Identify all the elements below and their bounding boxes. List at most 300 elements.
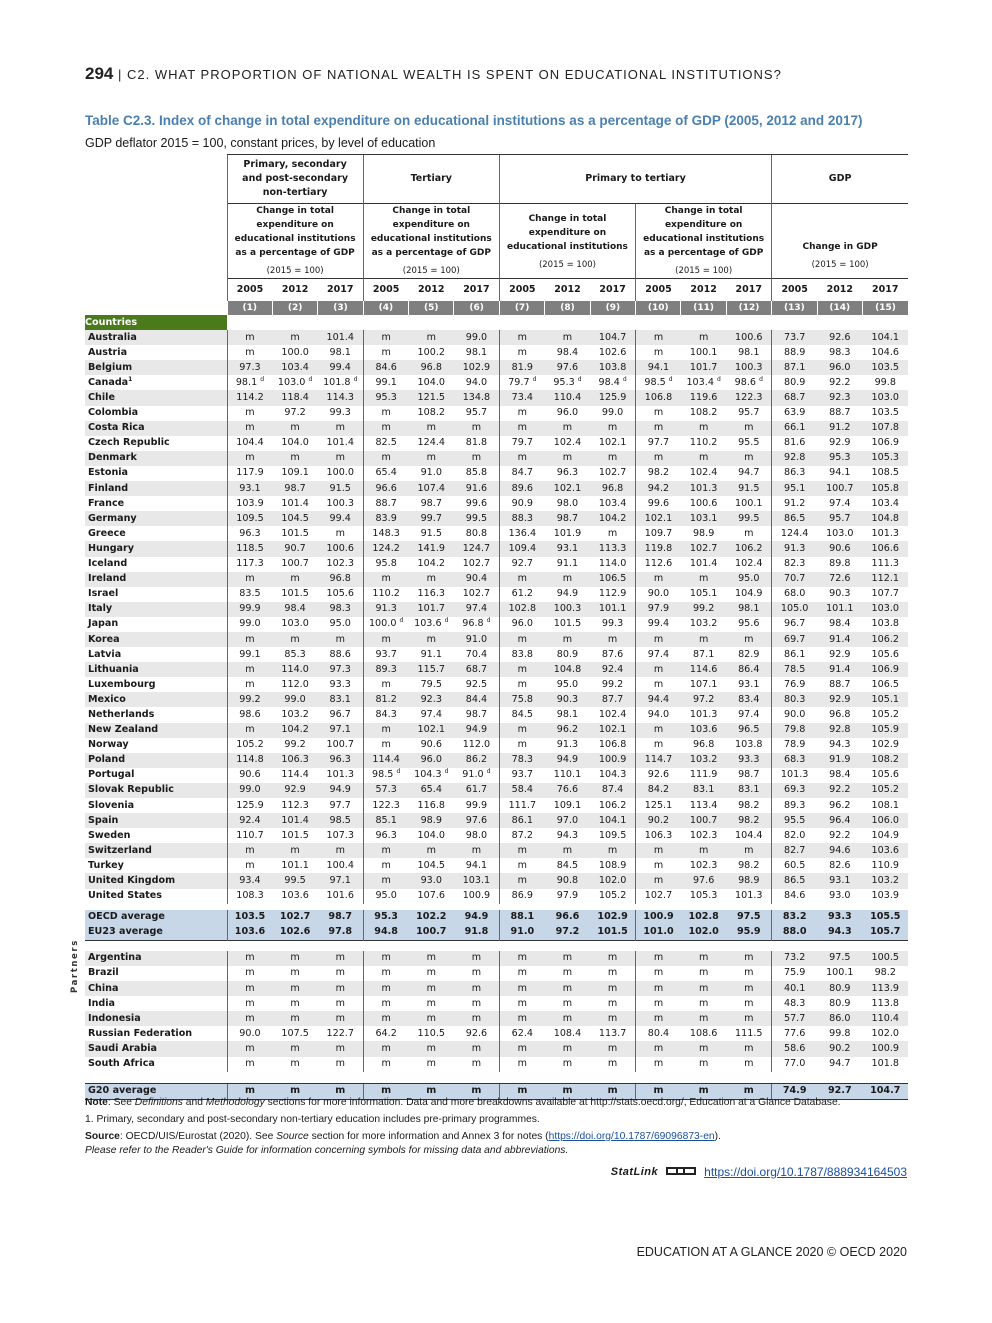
source-link[interactable]: https://doi.org/10.1787/69096873-en — [548, 1131, 715, 1142]
table-cell: 97.9 — [636, 602, 681, 617]
table-cell: 62.4 — [499, 1026, 544, 1041]
table-cell: 102.7 — [462, 558, 491, 570]
table-cell: 99.4 — [636, 617, 681, 632]
table-cell: 104.0 — [417, 376, 445, 388]
table-cell: 106.3 — [272, 753, 317, 768]
table-cell: 57.3 — [363, 783, 408, 798]
table-cell: 96.2 — [545, 723, 590, 738]
table-cell: m — [698, 967, 709, 979]
row-label: Italy — [85, 602, 227, 617]
table-cell: 87.1 — [692, 648, 715, 660]
table-cell: 91.0 — [420, 467, 442, 479]
table-cell: 91.0 $^d$ — [462, 768, 491, 781]
column-index-3: (3) — [318, 301, 363, 315]
table-cell: 100.9 — [863, 1041, 909, 1056]
table-cell: 96.3 — [363, 828, 408, 843]
table-cell: 87.2 — [499, 828, 544, 843]
page-header — [85, 64, 782, 84]
table-cell: 99.0 — [227, 617, 272, 632]
flag-d: d — [308, 375, 313, 383]
table-cell: 102.0 — [590, 873, 635, 888]
table-cell: m — [363, 966, 408, 981]
row-label: Denmark — [85, 451, 227, 466]
table-cell: 80.9 — [817, 981, 862, 996]
table-cell: 95.0 — [363, 889, 408, 904]
table-cell: 102.9 — [590, 910, 635, 925]
table-cell: 97.7 — [636, 436, 681, 451]
row-label: United Kingdom — [85, 873, 227, 888]
table-cell: m — [363, 677, 408, 692]
table-cell: 93.1 — [817, 873, 862, 888]
table-cell: 105.8 — [863, 481, 909, 496]
table-row — [85, 511, 908, 526]
table-cell: m — [636, 858, 681, 873]
table-cell: 102.6 — [598, 346, 627, 358]
table-cell: 104.7 — [590, 330, 635, 345]
table-cell: 105.2 — [227, 738, 272, 753]
table-cell: 122.7 — [326, 1027, 354, 1039]
table-cell: 115.7 — [409, 662, 454, 677]
table-cell: m — [409, 421, 454, 436]
table-cell: 73.4 — [499, 390, 544, 405]
table-cell: 110.5 — [417, 1027, 445, 1039]
table-cell: 80.3 — [772, 692, 817, 707]
table-cell: 93.0 — [409, 873, 454, 888]
table-cell: m — [681, 572, 726, 587]
table-cell: 100.3 — [726, 360, 771, 375]
table-cell: 101.4 — [281, 497, 309, 509]
table-cell: m — [607, 527, 618, 539]
table-cell: 104.1 — [863, 330, 909, 345]
year-header-1: 2005 — [227, 279, 272, 302]
table-cell: 112.6 — [636, 557, 681, 572]
table-cell: 86.1 — [772, 647, 817, 662]
table-cell: 92.6 — [817, 330, 862, 345]
column-index-11: (11) — [681, 301, 726, 315]
table-cell: 98.4 — [829, 618, 851, 630]
table-cell: 125.9 — [590, 390, 635, 405]
table-cell: 102.1 — [545, 481, 590, 496]
table-cell: 90.7 — [272, 541, 317, 556]
table-row — [85, 753, 908, 768]
table-cell: m — [681, 632, 726, 647]
table-cell: 96.8 — [318, 572, 363, 587]
table-cell: 99.7 — [409, 511, 454, 526]
table-cell: m — [363, 632, 408, 647]
table-cell: 101.3 — [689, 708, 718, 720]
table-cell: 95.3 — [363, 910, 408, 925]
table-cell: 104.7 — [863, 1083, 909, 1099]
table-cell: 97.0 — [545, 813, 590, 828]
table-cell: 94.7 — [738, 467, 760, 479]
row-label: G20 average — [85, 1083, 227, 1099]
table-cell: 94.8 — [363, 925, 408, 941]
table-cell: 105.3 — [689, 890, 718, 902]
table-row — [85, 1041, 908, 1056]
row-label: Saudi Arabia — [85, 1041, 227, 1056]
table-cell: 103.1 — [681, 511, 726, 526]
column-index-10: (10) — [636, 301, 681, 315]
group-header-primary-to-tertiary: Primary to tertiary — [499, 155, 771, 204]
table-cell: m — [545, 1083, 590, 1099]
table-cell: m — [363, 873, 408, 888]
table-cell: 110.1 — [553, 769, 582, 781]
table-cell: 88.3 — [499, 511, 544, 526]
table-cell: 95.3 — [817, 451, 862, 466]
table-cell: 85.3 — [284, 648, 306, 660]
table-cell: m — [636, 330, 681, 345]
table-cell: m — [363, 843, 408, 858]
table-cell: 96.3 — [556, 467, 579, 479]
table-cell: 107.8 — [863, 421, 909, 436]
table-cell: 79.8 — [772, 723, 817, 738]
table-cell: 91.3 — [772, 541, 817, 556]
table-cell: 86.0 — [817, 1011, 862, 1026]
table-cell: 79.7 — [499, 436, 544, 451]
table-cell: 93.7 — [499, 768, 544, 783]
table-cell: 94.2 — [636, 481, 681, 496]
table-cell: 87.4 — [590, 783, 635, 798]
row-label: Ireland — [85, 572, 227, 587]
table-cell: 94.1 — [636, 360, 681, 375]
row-label: Russian Federation — [88, 1027, 193, 1039]
table-cell: 107.4 — [409, 481, 454, 496]
table-cell: 101.8 $^d$ — [323, 375, 358, 388]
table-cell: 105.2 — [863, 783, 909, 798]
table-cell: 112.3 — [281, 799, 309, 811]
table-cell: 98.1 — [465, 346, 488, 358]
table-cell: m — [590, 421, 635, 436]
table-cell: 118.4 — [272, 390, 317, 405]
table-cell: 90.0 — [227, 1026, 272, 1041]
table-cell: m — [335, 527, 345, 539]
table-cell: 91.3 — [556, 739, 579, 751]
column-index-13: (13) — [772, 301, 817, 315]
table-cell: 92.9 — [817, 692, 862, 707]
table-cell: 104.2 — [417, 558, 445, 570]
table-cell: 103.9 — [871, 890, 899, 902]
table-cell: 98.6 $^d$ — [734, 375, 763, 388]
table-cell: 93.3 — [329, 678, 351, 690]
table-cell: 107.6 — [417, 890, 445, 902]
table-cell: 104.0 — [417, 829, 445, 841]
table-cell: 91.6 — [454, 481, 499, 496]
table-cell: 103.4 — [272, 360, 317, 375]
row-label: China — [85, 981, 227, 996]
table-cell: 101.3 — [735, 890, 763, 902]
table-cell: m — [636, 738, 681, 753]
table-cell: 101.5 — [281, 527, 309, 539]
table-cell: 102.3 — [689, 859, 718, 871]
table-cell: 92.7 — [499, 557, 544, 572]
table-cell: m — [227, 677, 272, 692]
table-cell: m — [426, 997, 436, 1009]
table-cell: 99.3 — [329, 407, 351, 419]
table-cell: 124.7 — [454, 541, 499, 556]
table-cell: 102.7 — [272, 910, 317, 925]
flag-d: d — [353, 375, 358, 383]
table-cell: 99.8 — [829, 1027, 851, 1039]
table-cell: 96.8 — [829, 708, 851, 720]
table-cell: 94.3 — [556, 829, 579, 841]
table-cell: 92.6 — [636, 768, 681, 783]
table-cell: 79.7 $^d$ — [499, 375, 544, 390]
table-cell: m — [363, 1057, 408, 1072]
table-cell: m — [227, 1011, 272, 1026]
table-cell: 91.2 — [817, 421, 862, 436]
year-header-14: 2012 — [817, 279, 862, 302]
table-cell: 98.2 — [738, 859, 760, 871]
table-cell: m — [636, 345, 681, 360]
table-cell: 82.6 — [829, 859, 851, 871]
table-cell: 98.4 $^d$ — [598, 375, 627, 388]
table-row — [85, 843, 908, 858]
table-cell: m — [726, 451, 771, 466]
statlink-url[interactable]: https://doi.org/10.1787/888934164503 — [704, 1165, 907, 1179]
row-label: Israel — [88, 588, 119, 600]
table-cell: 80.9 — [829, 997, 851, 1009]
table-cell: 103.0 — [863, 602, 909, 617]
group-header-tertiary: Tertiary — [363, 155, 499, 204]
table-cell: m — [636, 996, 681, 1011]
table-cell: 87.7 — [590, 692, 635, 707]
table-cell: 57.7 — [772, 1011, 817, 1026]
year-header-row — [85, 279, 908, 302]
table-cell: 84.7 — [499, 466, 544, 481]
table-cell: 114.0 — [272, 662, 317, 677]
table-cell: 105.0 — [772, 602, 817, 617]
table-cell: 103.4 — [871, 497, 899, 509]
table-cell: m — [499, 723, 544, 738]
table-row — [85, 617, 908, 632]
table-cell: 81.9 — [499, 360, 544, 375]
table-cell: m — [681, 1041, 726, 1056]
table-cell: 98.0 — [465, 829, 488, 841]
table-cell: 97.5 — [817, 951, 862, 966]
table-cell: 112.0 — [281, 678, 309, 690]
table-cell: m — [545, 421, 590, 436]
table-cell: 82.3 — [772, 557, 817, 572]
table-cell: m — [636, 1041, 681, 1056]
table-cell: 99.5 — [272, 873, 317, 888]
table-cell: m — [227, 406, 272, 421]
table-cell: 117.9 — [227, 466, 272, 481]
table-cell: 81.6 — [772, 436, 817, 451]
table-cell: 102.8 — [681, 910, 726, 925]
table-cell: m — [272, 330, 317, 345]
row-label: Turkey — [88, 859, 124, 871]
table-cell: m — [318, 843, 363, 858]
table-cell: 100.7 — [681, 813, 726, 828]
table-row — [85, 677, 908, 692]
row-label: Slovenia — [88, 799, 135, 811]
table-cell: m — [272, 1011, 317, 1026]
table-cell: 103.2 — [681, 753, 726, 768]
table-cell: 94.0 — [465, 376, 488, 388]
table-cell: 94.9 — [454, 723, 499, 738]
table-cell: 105.7 — [863, 925, 909, 941]
table-cell: 107.1 — [689, 678, 718, 690]
table-cell: 98.6 — [227, 707, 272, 722]
table-cell: m — [726, 981, 771, 996]
table-cell: 105.6 — [871, 648, 899, 660]
table-cell: 100.4 — [326, 859, 354, 871]
table-cell: 102.8 — [499, 602, 544, 617]
table-row — [85, 436, 908, 451]
table-cell: 94.9 — [545, 753, 590, 768]
flag-d: d — [577, 375, 582, 383]
table-cell: 90.6 — [227, 768, 272, 783]
table-cell: 102.0 — [681, 925, 726, 941]
table-cell: 102.4 — [553, 437, 582, 449]
table-cell: 63.9 — [772, 406, 817, 421]
table-cell: m — [607, 997, 618, 1009]
table-cell: 101.7 — [409, 602, 454, 617]
table-cell: 82.5 — [363, 436, 408, 451]
table-cell: m — [744, 997, 754, 1009]
table-cell: 97.2 — [284, 407, 306, 419]
table-row — [85, 951, 908, 966]
table-cell: m — [636, 951, 681, 966]
table-cell: 110.9 — [871, 859, 899, 871]
year-header-12: 2017 — [726, 279, 771, 302]
table-cell: 97.4 — [454, 602, 499, 617]
table-cell: 83.9 — [363, 511, 408, 526]
table-cell: 98.0 — [556, 497, 579, 509]
table-row — [85, 330, 908, 345]
table-cell: 108.5 — [871, 467, 899, 479]
table-cell: 92.2 — [829, 829, 851, 841]
table-cell: 100.0 $^d$ — [363, 617, 408, 632]
table-cell: 108.1 — [871, 799, 899, 811]
table-cell: m — [744, 527, 754, 539]
table-cell: 100.9 — [462, 890, 491, 902]
table-cell: 106.5 — [590, 572, 635, 587]
table-cell: 101.1 — [281, 859, 309, 871]
table-cell: m — [363, 1083, 408, 1099]
table-cell: m — [318, 981, 363, 996]
table-cell: 100.6 — [689, 497, 718, 509]
table-cell: 96.8 $^d$ — [462, 617, 491, 630]
table-row — [85, 451, 908, 466]
table-cell: m — [499, 406, 544, 421]
chapter-title: C2. WHAT PROPORTION OF NATIONAL WEALTH IS SPENT ON EDUCATIONAL INSTITUTIONS? — [127, 67, 782, 82]
table-cell: 103.5 — [863, 360, 909, 375]
table-cell: 97.4 — [738, 708, 760, 720]
table-cell: 148.3 — [363, 526, 408, 541]
table-cell: 109.7 — [636, 526, 681, 541]
table-cell: m — [227, 345, 272, 360]
row-label: Czech Republic — [88, 437, 170, 449]
table-cell: m — [272, 981, 317, 996]
table-cell: m — [499, 421, 544, 436]
table-cell: 122.3 — [726, 390, 771, 405]
table-cell: 97.1 — [318, 723, 363, 738]
row-label: United States — [88, 890, 162, 902]
table-cell: 90.3 — [829, 588, 851, 600]
readers-guide-note: Please refer to the Reader's Guide for information concerning symbols for missing data and abbreviations. — [85, 1145, 569, 1156]
row-label: Greece — [88, 527, 126, 539]
table-cell: 105.9 — [863, 723, 909, 738]
table-cell: 105.1 — [863, 692, 909, 707]
table-cell: 101.5 — [553, 618, 582, 630]
table-cell: 111.9 — [689, 769, 718, 781]
table-row — [85, 738, 908, 753]
table-cell: 98.2 — [636, 466, 681, 481]
table-cell: m — [318, 1011, 363, 1026]
subheader-row — [85, 204, 908, 279]
table-cell: 96.8 — [590, 481, 635, 496]
table-cell: 93.1 — [738, 678, 760, 690]
column-index-14: (14) — [817, 301, 862, 315]
table-cell: 78.9 — [772, 738, 817, 753]
table-row — [85, 981, 908, 996]
row-label: EU23 average — [85, 925, 227, 941]
table-cell: m — [499, 662, 544, 677]
table-cell: 86.2 — [454, 753, 499, 768]
table-cell: 94.9 — [556, 588, 579, 600]
table-cell: m — [454, 1011, 499, 1026]
table-cell: m — [227, 723, 272, 738]
table-row — [85, 466, 908, 481]
table-cell: 101.4 — [318, 330, 363, 345]
flag-d: d — [716, 375, 721, 383]
table-cell: 97.9 — [556, 890, 579, 902]
table-cell: m — [726, 632, 771, 647]
table-row — [85, 647, 908, 662]
table-cell: m — [590, 981, 635, 996]
table-cell: 40.1 — [772, 981, 817, 996]
table-cell: m — [636, 1011, 681, 1026]
column-index-6: (6) — [454, 301, 499, 315]
row-label: Estonia — [88, 467, 129, 479]
table-cell: 90.3 — [545, 692, 590, 707]
table-cell: m — [607, 967, 618, 979]
table-cell: 102.4 — [735, 558, 763, 570]
table-cell: m — [499, 858, 544, 873]
table-cell: m — [227, 1057, 272, 1072]
table-cell: 109.4 — [499, 541, 544, 556]
table-cell: m — [227, 1041, 272, 1056]
table-cell: 101.4 — [689, 558, 718, 570]
table-cell: 99.2 — [601, 678, 624, 690]
table-cell: 90.2 — [817, 1041, 862, 1056]
table-cell: 98.3 — [318, 602, 363, 617]
table-cell: m — [471, 997, 482, 1009]
row-label: Colombia — [88, 407, 139, 419]
table-cell: 101.5 — [281, 588, 309, 600]
partners-side-label: Partners — [70, 938, 80, 993]
table-cell: 92.3 — [817, 390, 862, 405]
table-row — [85, 526, 908, 541]
table-cell: 94.3 — [817, 925, 862, 941]
table-cell: m — [499, 1083, 544, 1099]
table-cell: 48.3 — [772, 996, 817, 1011]
table-cell: 95.8 — [363, 557, 408, 572]
table-cell: 105.5 — [863, 910, 909, 925]
table-cell: m — [227, 330, 272, 345]
table-cell: m — [335, 967, 345, 979]
table-cell: 101.1 — [590, 602, 635, 617]
table-cell: 61.7 — [454, 783, 499, 798]
table-cell: 98.9 — [692, 527, 715, 539]
flag-d: d — [444, 768, 449, 776]
table-cell: 104.1 — [590, 813, 635, 828]
row-label: Finland — [85, 481, 227, 496]
table-cell: m — [454, 421, 499, 436]
table-cell: m — [636, 677, 681, 692]
subheader-4: Change in total expenditure on educational institutions as a percentage of GDP (2015 = 100) — [636, 204, 772, 279]
